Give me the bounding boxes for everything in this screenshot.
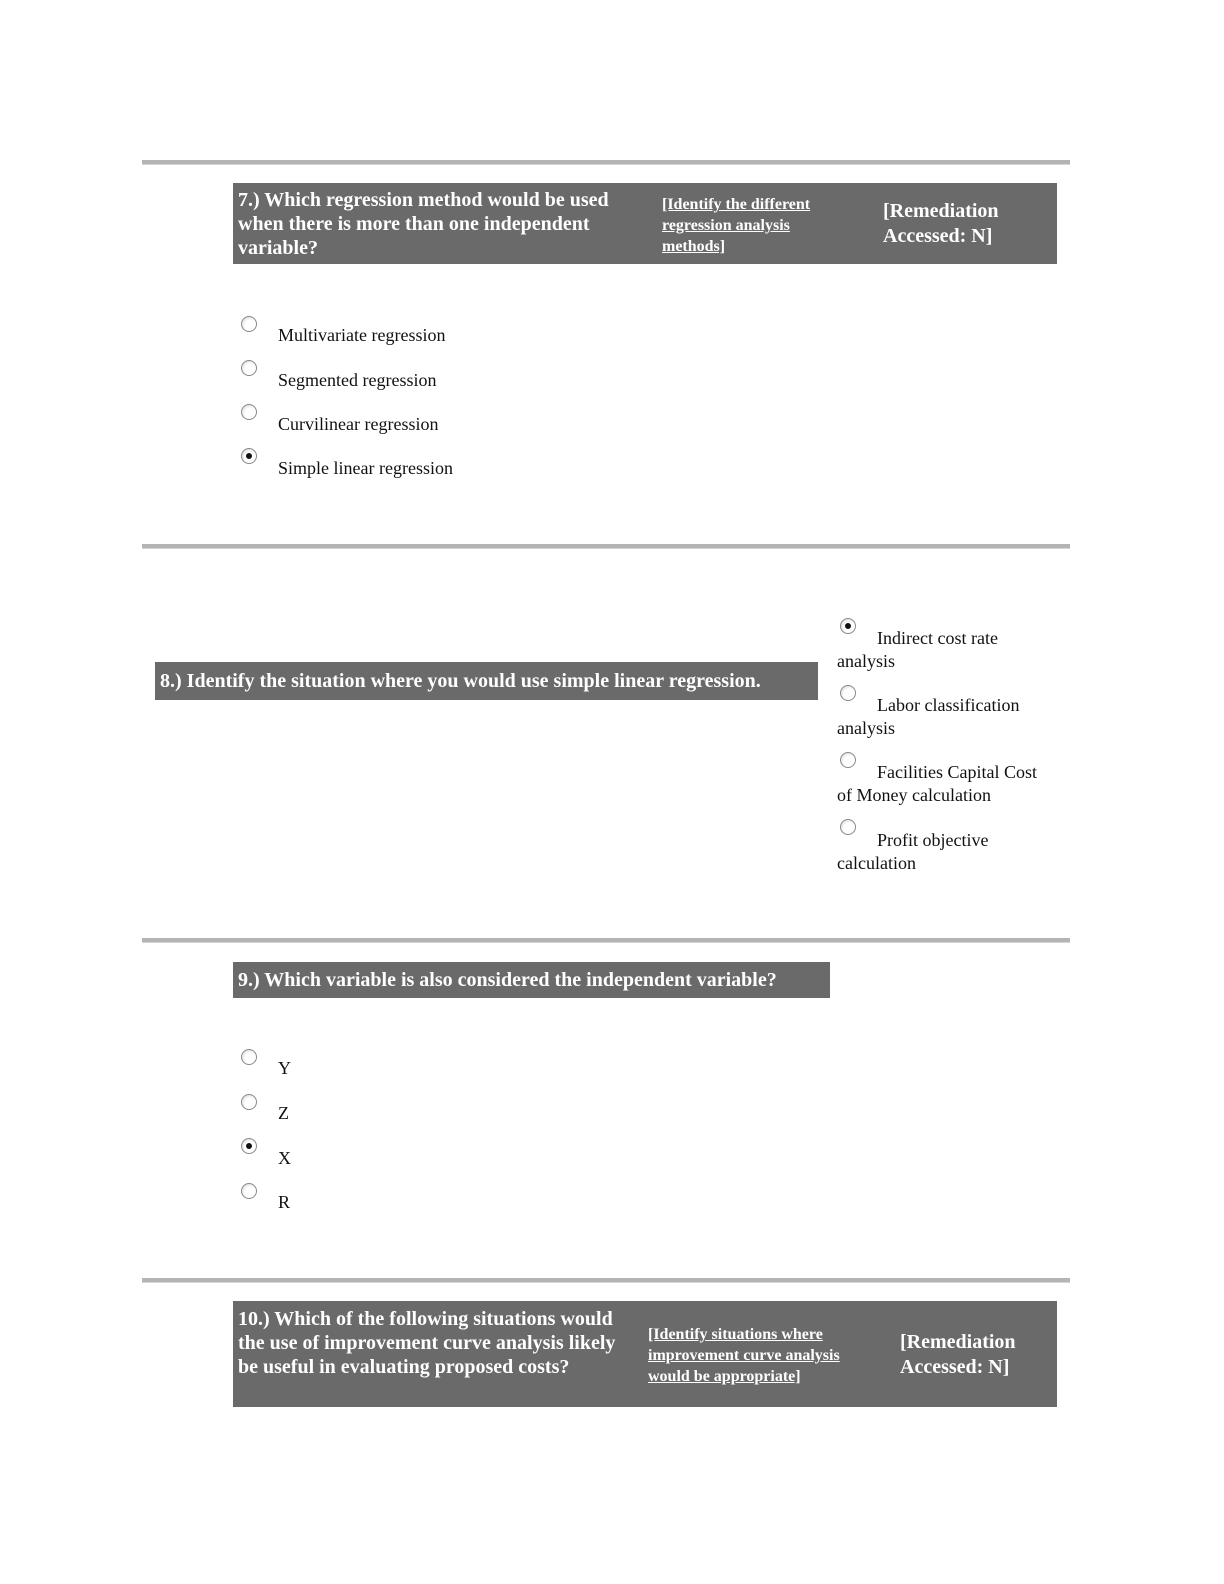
- question-7-header: [233, 183, 1057, 264]
- section-divider: [142, 544, 1070, 549]
- option-label: Z: [278, 1103, 289, 1123]
- question-10-remediation-status: [Remediation Accessed: N]: [900, 1331, 1016, 1378]
- section-divider: [142, 1278, 1070, 1283]
- radio-unchecked-icon[interactable]: [241, 1094, 257, 1110]
- radio-checked-icon[interactable]: [241, 448, 257, 464]
- question-7-remediation-link[interactable]: [Identify the different regression analysis methods]: [662, 196, 811, 255]
- question-9-header: [233, 962, 830, 998]
- option-label: Y: [278, 1058, 291, 1078]
- option-label: Simple linear regression: [278, 458, 453, 478]
- question-7-text: 7.) Which regression method would be used when there is more than one independent variable?: [238, 189, 609, 259]
- question-10-header: [233, 1301, 1057, 1407]
- option-label: R: [278, 1192, 291, 1212]
- radio-unchecked-icon[interactable]: [241, 316, 257, 332]
- option-label: Curvilinear regression: [278, 414, 439, 434]
- radio-checked-icon[interactable]: [241, 1138, 257, 1154]
- question-8-text: 8.) Identify the situation where you would use simple linear regression.: [160, 670, 761, 692]
- option-label: Multivariate regression: [278, 325, 446, 345]
- question-10-remediation-link[interactable]: [Identify situations where improvement curve analysis would be appropriate]: [648, 1326, 840, 1385]
- section-divider: [142, 160, 1070, 165]
- option-label: Facilities Capital Cost of Money calculation: [837, 762, 1037, 805]
- option-label: Labor classification analysis: [837, 695, 1020, 738]
- question-8-header: [155, 662, 818, 700]
- radio-unchecked-icon[interactable]: [241, 404, 257, 420]
- option-label: X: [278, 1148, 291, 1168]
- question-10-text: 10.) Which of the following situations would the use of improvement curve analysis likely be useful in evaluating proposed costs?: [238, 1308, 616, 1378]
- question-7-remediation-status: [Remediation Accessed: N]: [883, 200, 999, 247]
- option-label: Segmented regression: [278, 370, 437, 390]
- option-label: Indirect cost rate analysis: [837, 628, 998, 671]
- option-label: Profit objective calculation: [837, 830, 989, 873]
- radio-unchecked-icon[interactable]: [241, 360, 257, 376]
- section-divider: [142, 938, 1070, 943]
- radio-unchecked-icon[interactable]: [241, 1049, 257, 1065]
- radio-unchecked-icon[interactable]: [241, 1183, 257, 1199]
- question-9-text: 9.) Which variable is also considered the independent variable?: [238, 969, 777, 991]
